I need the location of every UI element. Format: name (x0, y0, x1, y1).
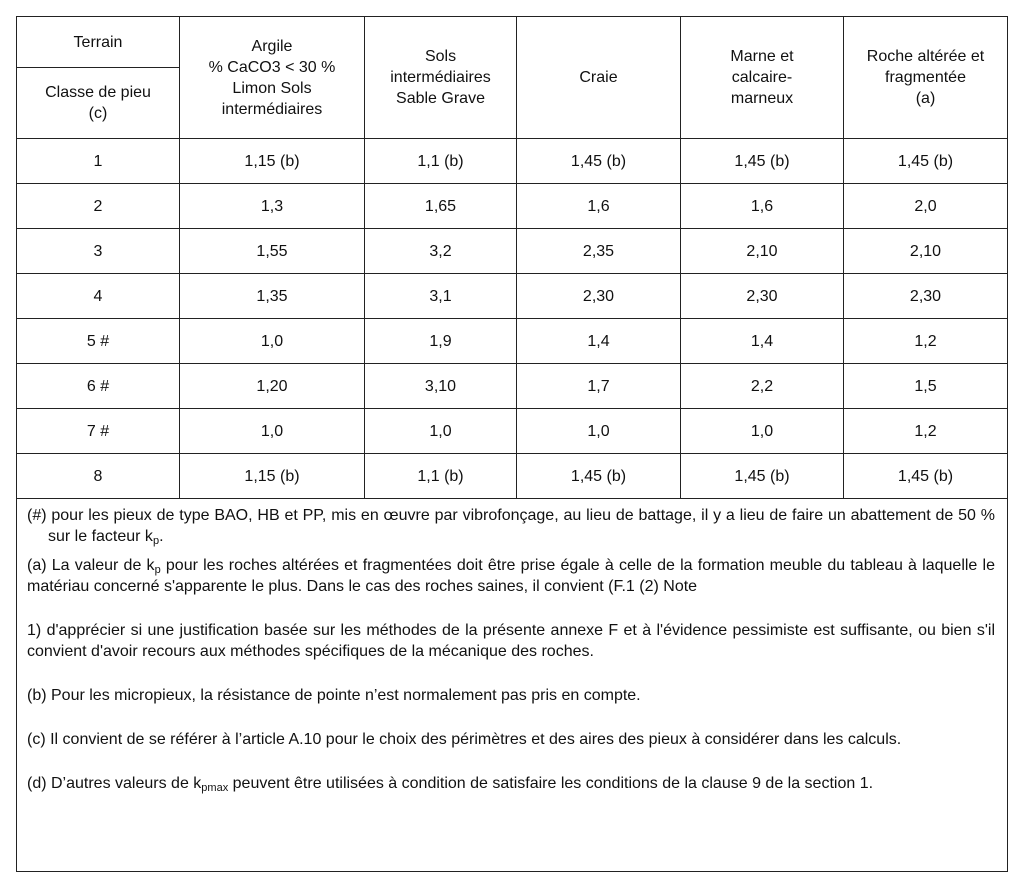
value-cell: 1,9 (365, 319, 517, 364)
value-cell: 1,45 (b) (681, 139, 844, 184)
note-hash-sub: p (152, 535, 160, 547)
table-row (17, 409, 1008, 454)
classe-cell: 6 # (17, 364, 180, 409)
header-classe (17, 68, 180, 139)
value-cell: 1,7 (517, 364, 681, 409)
header-col-craie-text: Craie (579, 69, 618, 86)
value-cell: 1,5 (844, 364, 1008, 409)
value-cell: 1,4 (517, 319, 681, 364)
note-1: 1) d'apprécier si une justification basée sur les méthodes de la présente annexe F et à l'évidence pessimiste est suffisante, ou bien s'il convient d'avoir recours aux méthodes spécifiques de la mécanique des roches. (27, 622, 995, 660)
header-col-marne-text: Marne et calcaire- marneux (730, 48, 794, 107)
value-cell: 2,30 (681, 274, 844, 319)
value-cell: 1,15 (b) (180, 454, 365, 499)
notes (27, 505, 995, 794)
value-cell: 1,15 (b) (180, 139, 365, 184)
classe-cell: 1 (17, 139, 180, 184)
value-cell: 1,0 (517, 409, 681, 454)
value-cell: 2,35 (517, 229, 681, 274)
value-cell: 1,45 (b) (517, 139, 681, 184)
header-col-roche (844, 17, 1008, 139)
header-col-marne (681, 17, 844, 139)
value-cell: 3,2 (365, 229, 517, 274)
header-col-sols (365, 17, 517, 139)
table-row (17, 364, 1008, 409)
note-hash-end: . (159, 528, 164, 545)
value-cell: 1,45 (b) (844, 139, 1008, 184)
table-row (17, 274, 1008, 319)
value-cell: 2,0 (844, 184, 1008, 229)
value-cell: 1,0 (681, 409, 844, 454)
kp-table-document (16, 16, 1008, 872)
value-cell: 1,3 (180, 184, 365, 229)
value-cell: 3,1 (365, 274, 517, 319)
classe-cell: 8 (17, 454, 180, 499)
note-a-sub: p (154, 564, 161, 576)
value-cell: 1,0 (365, 409, 517, 454)
value-cell: 2,30 (517, 274, 681, 319)
table-row (17, 184, 1008, 229)
note-b: (b) Pour les micropieux, la résistance de pointe n’est normalement pas pris en compte. (27, 687, 641, 704)
note-hash-text: (#) pour les pieux de type BAO, HB et PP, mis en œuvre par vibrofonçage, au lieu de battage, il y a lieu de faire un abattement de 50 % sur le facteur k (27, 507, 995, 545)
header-col-roche-text: Roche altérée et fragmentée (a) (866, 48, 985, 107)
value-cell: 1,2 (844, 409, 1008, 454)
header-col-argile-text: Argile % CaCO3 < 30 % Limon Sols intermédiaires (208, 37, 336, 118)
value-cell: 1,2 (844, 319, 1008, 364)
value-cell: 1,65 (365, 184, 517, 229)
table-row (17, 139, 1008, 184)
header-col-sols-text: Sols intermédiaires Sable Grave (390, 48, 491, 107)
table-row (17, 319, 1008, 364)
note-d-end: peuvent être utilisées à condition de satisfaire les conditions de la clause 9 de la section 1. (228, 775, 874, 792)
value-cell: 1,35 (180, 274, 365, 319)
note-hash (27, 505, 995, 547)
value-cell: 1,1 (b) (365, 454, 517, 499)
note-a-text: (a) La valeur de k (27, 557, 155, 574)
value-cell: 1,55 (180, 229, 365, 274)
note-d-text: (d) D’autres valeurs de k (27, 775, 202, 792)
value-cell: 1,4 (681, 319, 844, 364)
table-row (17, 454, 1008, 499)
value-cell: 1,0 (180, 319, 365, 364)
classe-cell: 5 # (17, 319, 180, 364)
value-cell: 1,45 (b) (517, 454, 681, 499)
value-cell: 1,6 (517, 184, 681, 229)
value-cell: 3,10 (365, 364, 517, 409)
value-cell: 2,10 (681, 229, 844, 274)
header-col-argile (180, 17, 365, 139)
note-c: (c) Il convient de se référer à l’article A.10 pour le choix des périmètres et des aires des pieux à considérer dans les calculs. (27, 731, 902, 748)
value-cell: 2,2 (681, 364, 844, 409)
value-cell: 1,45 (b) (681, 454, 844, 499)
classe-cell: 4 (17, 274, 180, 319)
classe-cell: 3 (17, 229, 180, 274)
note-d-sub: pmax (201, 782, 229, 794)
header-col-craie (517, 17, 681, 139)
header-terrain: Terrain (17, 17, 180, 68)
value-cell: 1,6 (681, 184, 844, 229)
value-cell: 1,1 (b) (365, 139, 517, 184)
value-cell: 2,30 (844, 274, 1008, 319)
note-a (27, 555, 995, 597)
kp-table (16, 16, 1008, 499)
value-cell: 1,45 (b) (844, 454, 1008, 499)
value-cell: 2,10 (844, 229, 1008, 274)
note-d (27, 773, 995, 794)
value-cell: 1,20 (180, 364, 365, 409)
note-a-end: pour les roches altérées et fragmentées doit être prise égale à celle de la formation meuble du tableau à laquelle le matériau concerné s'apparente le plus. Dans le cas des roches saines, il convient (F.1 (2) Note (27, 557, 995, 595)
classe-cell: 2 (17, 184, 180, 229)
table-row (17, 229, 1008, 274)
header-classe-text: Classe de pieu (c) (45, 84, 151, 122)
value-cell: 1,0 (180, 409, 365, 454)
classe-cell: 7 # (17, 409, 180, 454)
